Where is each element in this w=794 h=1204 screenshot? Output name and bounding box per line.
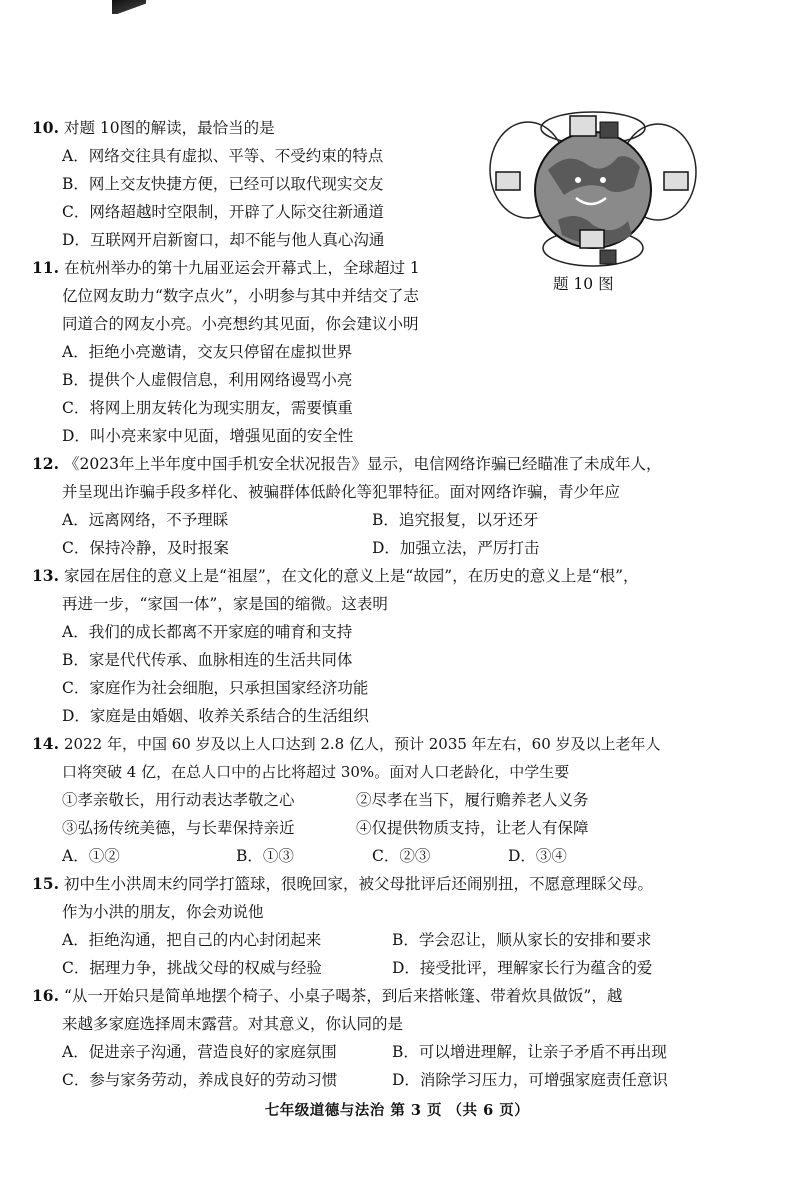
question-16-number: 16. [32, 986, 59, 1005]
question-15-option-c[interactable]: C．据理力争，挑战父母的权威与经验 [62, 959, 322, 977]
globe-network-icon [488, 110, 698, 275]
question-10-option-d[interactable]: D．互联网开启新窗口，却不能与他人真心沟通 [62, 231, 385, 249]
question-12-stem-line-1: 《2023年上半年度中国手机安全状况报告》显示，电信网络诈骗已经瞄准了未成年人， [64, 455, 662, 473]
question-10-option-a[interactable]: A．网络交往具有虚拟、平等、不受约束的特点 [62, 147, 384, 165]
question-10-option-b[interactable]: B．网上交友快捷方便，已经可以取代现实交友 [62, 175, 384, 193]
question-14-number: 14. [32, 734, 59, 753]
question-13-option-a[interactable]: A．我们的成长都离不开家庭的哺育和支持 [62, 623, 353, 641]
question-10-stem: 对题 10图的解读，最恰当的是 [64, 119, 275, 137]
question-13-number: 13. [32, 566, 59, 585]
figure-caption: 题 10 图 [553, 275, 614, 293]
question-13-stem-line-2: 再进一步，“家国一体”，家是国的缩微。这表明 [62, 595, 388, 613]
question-16-stem-line-2: 来越多家庭选择周末露营。对其意义，你认同的是 [62, 1015, 404, 1033]
question-14-option-d[interactable]: D．③④ [508, 847, 567, 865]
question-11-option-d[interactable]: D．叫小亮来家中见面，增强见面的安全性 [62, 427, 354, 445]
question-16-option-d[interactable]: D．消除学习压力，可增强家庭责任意识 [392, 1071, 668, 1089]
question-14-option-c[interactable]: C．②③ [372, 847, 431, 865]
question-11-option-b[interactable]: B．提供个人虚假信息，利用网络谩骂小亮 [62, 371, 353, 389]
question-11-stem-line-2: 亿位网友助力“数字点火”，小明参与其中并结交了志 [62, 287, 419, 305]
question-14-option-b[interactable]: B．①③ [236, 847, 294, 865]
question-15-stem-line-2: 作为小洪的朋友，你会劝说他 [62, 903, 264, 921]
question-15-option-b[interactable]: B．学会忍让，顺从家长的安排和要求 [392, 931, 652, 949]
question-15-number: 15. [32, 874, 59, 893]
question-12-option-b[interactable]: B．追究报复，以牙还牙 [372, 511, 539, 529]
scan-corner-mark [112, 0, 146, 14]
question-14-statement-4: ④仅提供物质支持，让老人有保障 [356, 819, 589, 837]
page-footer: 七年级道德与法治 第 3 页 （共 6 页） [264, 1102, 530, 1119]
question-14-option-a[interactable]: A．①② [62, 847, 120, 865]
question-13-option-b[interactable]: B．家是代代传承、血脉相连的生活共同体 [62, 651, 353, 669]
question-10-option-c[interactable]: C．网络超越时空限制，开辟了人际交往新通道 [62, 203, 384, 221]
question-14-stem-line-2: 口将突破 4 亿，在总人口中的占比将超过 30%。面对人口老龄化，中学生要 [62, 763, 570, 781]
question-12-stem-line-2: 并呈现出诈骗手段多样化、被骗群体低龄化等犯罪特征。面对网络诈骗，青少年应 [62, 483, 621, 501]
question-13-option-d[interactable]: D．家庭是由婚姻、收养关系结合的生活组织 [62, 707, 369, 725]
question-11-option-c[interactable]: C．将网上朋友转化为现实朋友，需要慎重 [62, 399, 353, 417]
question-14-statement-1: ①孝亲敬长，用行动表达孝敬之心 [62, 791, 295, 809]
question-15-option-d[interactable]: D．接受批评，理解家长行为蕴含的爱 [392, 959, 653, 977]
question-11-option-a[interactable]: A．拒绝小亮邀请，交友只停留在虚拟世界 [62, 343, 353, 361]
question-12-number: 12. [32, 454, 59, 473]
question-10-number: 10. [32, 118, 59, 137]
question-14-statement-3: ③弘扬传统美德，与长辈保持亲近 [62, 819, 295, 837]
question-16-option-c[interactable]: C．参与家务劳动，养成良好的劳动习惯 [62, 1071, 338, 1089]
question-11-stem-line-3: 同道合的网友小亮。小亮想约其见面，你会建议小明 [62, 315, 419, 333]
question-12-option-d[interactable]: D．加强立法，严厉打击 [372, 539, 540, 557]
question-14-statement-2: ②尽孝在当下，履行赡养老人义务 [356, 791, 589, 809]
question-11-stem-line-1: 在杭州举办的第十九届亚运会开幕式上，全球超过 1 [64, 259, 420, 277]
question-11-number: 11. [32, 258, 59, 277]
question-13-stem-line-1: 家园在居住的意义上是“祖屋”，在文化的意义上是“故园”，在历史的意义上是“根”， [64, 567, 639, 585]
question-15-stem-line-1: 初中生小洪周末约同学打篮球，很晚回家，被父母批评后还闹别扭，不愿意理睬父母。 [64, 875, 654, 893]
question-14-stem-line-1: 2022 年，中国 60 岁及以上人口达到 2.8 亿人，预计 2035 年左右，60 岁及以上老年人 [64, 735, 661, 753]
question-12-option-c[interactable]: C．保持冷静，及时报案 [62, 539, 229, 557]
question-13-option-c[interactable]: C．家庭作为社会细胞，只承担国家经济功能 [62, 679, 369, 697]
question-12-option-a[interactable]: A．远离网络，不予理睬 [62, 511, 229, 529]
question-16-stem-line-1: “从一开始只是简单地摆个椅子、小桌子喝茶，到后来搭帐篷、带着炊具做饭”，越 [64, 987, 623, 1005]
question-16-option-b[interactable]: B．可以增进理解，让亲子矛盾不再出现 [392, 1043, 667, 1061]
question-15-option-a[interactable]: A．拒绝沟通，把自己的内心封闭起来 [62, 931, 322, 949]
question-16-option-a[interactable]: A．促进亲子沟通，营造良好的家庭氛围 [62, 1043, 337, 1061]
